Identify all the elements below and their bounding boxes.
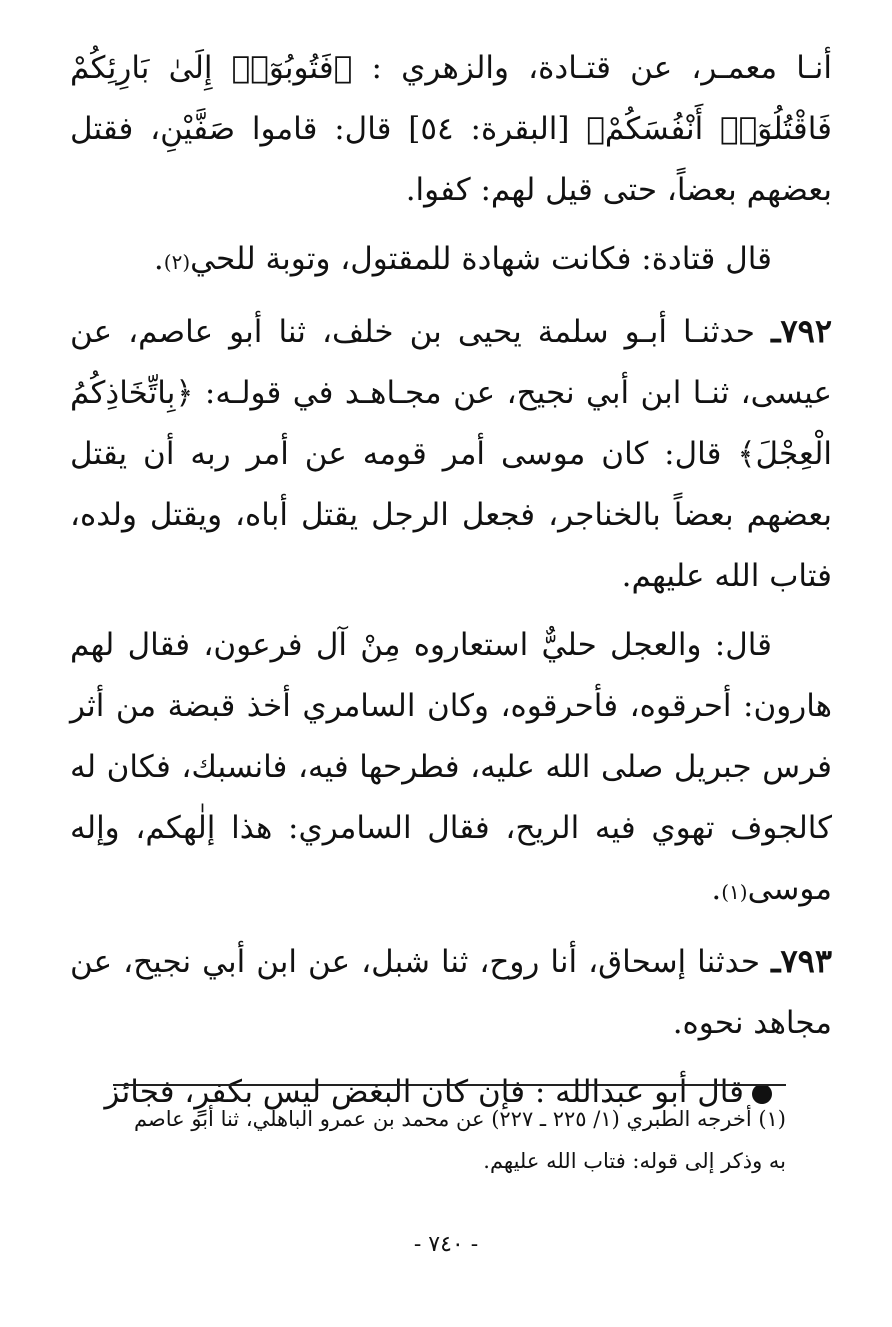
page-body (70, 38, 832, 1123)
hadith-number-793: ٧٩٣ـ (771, 942, 832, 980)
footnotes (70, 1098, 786, 1182)
hadith-793 (70, 931, 832, 1054)
footnote-1-line-2: به وذكر إلى قوله: فتاب الله عليهم. (483, 1149, 786, 1173)
paragraph-calf (70, 615, 832, 923)
page-number: - ٧٤٠ - (413, 1232, 479, 1257)
footnote-1-line-1: (١) أخرجه الطبري (١/ ٢٢٥ ـ ٢٢٧) عن محمد بن عمرو الباهلي، ثنا أبو عاصم (133, 1107, 786, 1131)
paragraph-abu-abdallah-text: قال أبو عبدالله : فإن كان البغض ليس بكفرٍ، فجائز (104, 1074, 744, 1110)
paragraph-continuation: أنـا معمـر، عن قتـادة، والزهري : ﴿فَتُوبُوٓا۟ إِلَىٰ بَارِئِكُمْ فَاقْتُلُوٓا۟ أَنْفُسَكُمْ﴾ [البقرة: ٥٤] قال: قاموا صَفَّيْنِ، فقتل بعضهم بعضاً، حتى قيل لهم: كفوا. (70, 50, 832, 208)
paragraph-end-mark: . (153, 241, 164, 277)
paragraph-end-mark: . (711, 871, 722, 907)
footnote-ref-2: (٢) (163, 250, 191, 274)
footnote-divider (113, 1084, 786, 1086)
footnote-ref-1: (١) (721, 880, 748, 904)
hadith-792 (70, 301, 832, 607)
paragraph-qatada (70, 229, 832, 293)
hadith-text-792: حدثنـا أبـو سلمة يحيى بن خلف، ثنا أبو عاصم، عن عيسى، ثنـا ابن أبي نجيح، عن مجـاهـد في قولـه: ﴿بِاتِّخَاذِكُمُ الْعِجْلَ﴾ قال: كان موسى أمر قومه عن أمر ربه أن يقتل بعضهم بعضاً بالخناجر، فجعل الرجل يقتل أباه، ويقتل ولده، فتاب الله عليهم. (70, 314, 832, 594)
hadith-number-792: ٧٩٢ـ (771, 312, 832, 350)
hadith-text-793: حدثنا إسحاق، أنا روح، ثنا شبل، عن ابن أبي نجيح، عن مجاهد نحوه. (70, 944, 832, 1041)
paragraph-calf-text: قال: والعجل حليٌّ استعاروه مِنْ آل فرعون، فقال لهم هارون: أحرقوه، فأحرقوه، وكان السامري أخذ قبضة من أثر فرس جبريل صلى الله عليه، فطرحها فيه، فانسبك، فكان له كالجوف تهوي فيه الريح، فقال السامري: هذا إلٰهكم، وإله موسى (70, 627, 832, 907)
paragraph-qatada-text: قال قتادة: فكانت شهادة للمقتول، وتوبة للحي (190, 241, 772, 277)
